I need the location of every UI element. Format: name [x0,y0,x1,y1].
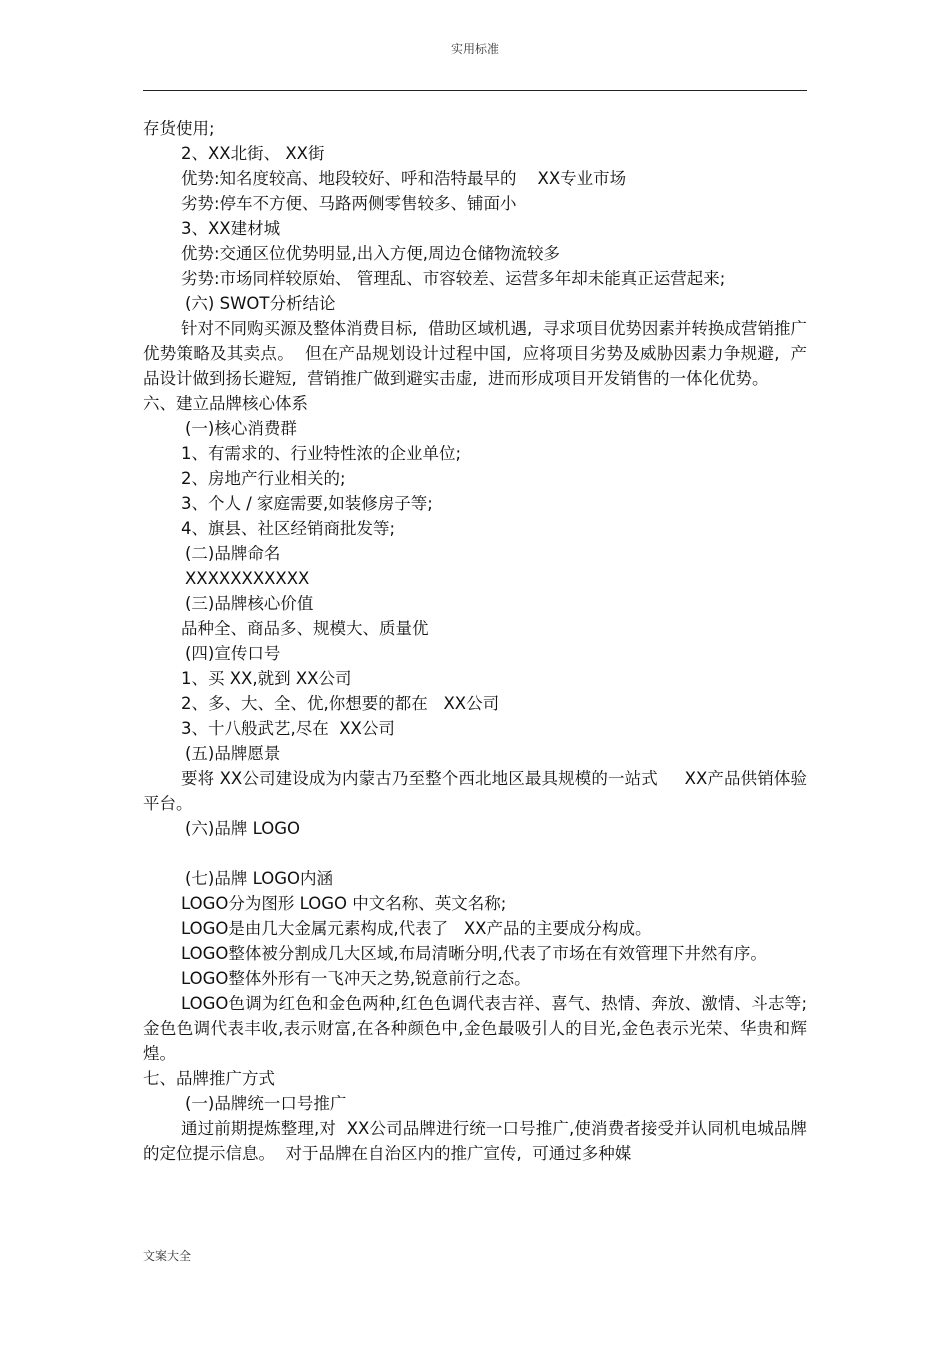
text-line: 品种全、商品多、规模大、质量优 [181,619,429,638]
subsection-heading: (二)品牌命名 [185,544,281,563]
list-item: 3、个人 / 家庭需要,如装修房子等; [181,494,433,513]
paragraph: 通过前期提炼整理,对 XX公司品牌进行统一口号推广,使消费者接受并认同机电城品牌的定位提示信息。 对于品牌在自治区内的推广宣传, 可通过多种媒 [143,1119,807,1163]
text-line: 劣势:停车不方便、马路两侧零售较多、铺面小 [181,194,517,213]
section-heading: 六、建立品牌核心体系 [143,394,308,413]
brand-name: XXXXXXXXXXX [185,569,310,588]
list-item: 4、旗县、社区经销商批发等; [181,519,396,538]
list-item: 3、十八般武艺,尽在 XX公司 [181,719,395,738]
paragraph: 针对不同购买源及整体消费目标, 借助区域机遇, 寻求项目优势因素并转换成营销推广优势策略及其卖点。 但在产品规划设计过程中国, 应将项目劣势及威胁因素力争规避, 产品设计做到扬长避短, 营销推广做到避实击虚, 进而形成项目开发销售的一体化优势。 [143,319,807,388]
text-line: 劣势:市场同样较原始、 管理乱、市容较差、运营多年却未能真正运营起来; [181,269,726,288]
page-footer: 文案大全 [143,1249,192,1263]
subsection-heading: (一)品牌统一口号推广 [185,1094,347,1113]
page-header: 实用标准 [450,42,499,56]
paragraph: 要将 XX公司建设成为内蒙古乃至整个西北地区最具规模的一站式 XX产品供销体验平台。 [143,769,807,813]
list-item: 1、买 XX,就到 XX公司 [181,669,352,688]
subsection-heading: (六) SWOT分析结论 [185,294,336,313]
subsection-heading: (六)品牌 LOGO [185,819,300,838]
text-line: 优势:交通区位优势明显,出入方便,周边仓储物流较多 [181,244,561,263]
text-line: 存货使用; [143,119,215,138]
document-body [143,116,807,1166]
paragraph: LOGO色调为红色和金色两种,红色色调代表吉祥、喜气、热情、奔放、激情、斗志等;金色色调代表丰收,表示财富,在各种颜色中,金色最吸引人的目光,金色表示光荣、华贵和辉煌。 [143,994,807,1063]
text-line: LOGO是由几大金属元素构成,代表了 XX产品的主要成分构成。 [181,919,652,938]
subsection-heading: (七)品牌 LOGO内涵 [185,869,333,888]
text-line: 优势:知名度较高、地段较好、呼和浩特最早的 XX专业市场 [181,169,627,188]
list-item: 2、XX北街、 XX街 [181,144,325,163]
subsection-heading: (五)品牌愿景 [185,744,281,763]
list-item: 3、XX建材城 [181,219,281,238]
text-line: LOGO整体外形有一飞冲天之势,锐意前行之态。 [181,969,531,988]
text-line: LOGO分为图形 LOGO 中文名称、英文名称; [181,894,507,913]
list-item: 2、多、大、全、优,你想要的都在 XX公司 [181,694,500,713]
list-item: 2、房地产行业相关的; [181,469,346,488]
subsection-heading: (四)宣传口号 [185,644,281,663]
section-heading: 七、品牌推广方式 [143,1069,275,1088]
header-divider [143,90,807,91]
list-item: 1、有需求的、行业特性浓的企业单位; [181,444,462,463]
blank-line [143,841,807,866]
paragraph: LOGO整体被分割成几大区域,布局清晰分明,代表了市场在有效管理下井然有序。 [181,944,767,963]
subsection-heading: (一)核心消费群 [185,419,297,438]
subsection-heading: (三)品牌核心价值 [185,594,314,613]
